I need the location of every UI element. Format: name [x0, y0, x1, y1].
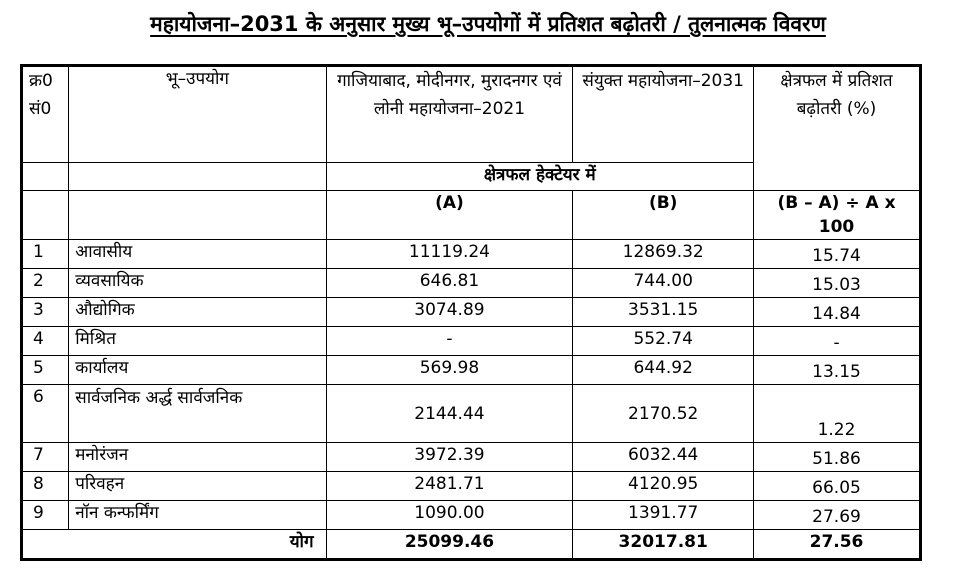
row-area-2021: 2481.71 — [326, 472, 573, 501]
total-percent-increase: 27.56 — [754, 530, 920, 559]
row-area-2031: 12869.32 — [573, 240, 754, 269]
row-sno: 7 — [23, 443, 69, 472]
row-sno: 9 — [23, 501, 69, 530]
row-percent-increase: 1.22 — [754, 385, 920, 443]
table-row — [23, 472, 920, 501]
header-increase: क्षेत्रफल में प्रतिशत बढ़ोतरी (%) — [754, 67, 920, 191]
row-sno: 1 — [23, 240, 69, 269]
row-area-2021: 3972.39 — [326, 443, 573, 472]
row-sno: 5 — [23, 356, 69, 385]
header-formula: (B – A) ÷ A x 100 — [754, 191, 920, 240]
row-percent-increase: 14.84 — [754, 298, 920, 327]
row-area-2021: 3074.89 — [326, 298, 573, 327]
total-area-2021: 25099.46 — [326, 530, 573, 559]
row-landuse: परिवहन — [69, 472, 326, 501]
table-row — [23, 327, 920, 356]
header-col-b: (B) — [573, 191, 754, 240]
table-row — [23, 501, 920, 530]
table-row — [23, 298, 920, 327]
table-row — [23, 240, 920, 269]
total-label: योग — [23, 530, 327, 559]
row-sno: 6 — [23, 385, 69, 443]
row-percent-increase: 15.03 — [754, 269, 920, 298]
header-col-a: (A) — [326, 191, 573, 240]
row-area-2031: 552.74 — [573, 327, 754, 356]
row-area-2031: 6032.44 — [573, 443, 754, 472]
row-landuse: मनोरंजन — [69, 443, 326, 472]
row-percent-increase: 51.86 — [754, 443, 920, 472]
row-area-2021: - — [326, 327, 573, 356]
document-title: महायोजना–2031 के अनुसार मुख्य भू–उपयोगों में प्रतिशत बढ़ोतरी / तुलनात्मक विवरण — [150, 12, 826, 36]
row-area-2021: 646.81 — [326, 269, 573, 298]
header-plan-2031: संयुक्त महायोजना–2031 — [573, 67, 754, 163]
row-landuse: औद्योगिक — [69, 298, 326, 327]
row-percent-increase: 15.74 — [754, 240, 920, 269]
row-landuse: आवासीय — [69, 240, 326, 269]
row-percent-increase: 27.69 — [754, 501, 920, 530]
table-row — [23, 443, 920, 472]
row-percent-increase: - — [754, 327, 920, 356]
row-area-2031: 4120.95 — [573, 472, 754, 501]
row-landuse: सार्वजनिक अर्द्ध सार्वजनिक — [69, 385, 326, 443]
row-landuse: व्यवसायिक — [69, 269, 326, 298]
table-row — [23, 356, 920, 385]
row-area-2021: 11119.24 — [326, 240, 573, 269]
header-sno: क्र0 सं0 — [23, 67, 69, 163]
row-area-2021: 569.98 — [326, 356, 573, 385]
row-area-2021: 2144.44 — [326, 385, 573, 443]
row-area-2031: 644.92 — [573, 356, 754, 385]
table-row — [23, 269, 920, 298]
row-sno: 2 — [23, 269, 69, 298]
row-landuse: नॉन कन्फर्मिंग — [69, 501, 326, 530]
row-area-2031: 3531.15 — [573, 298, 754, 327]
row-area-2031: 1391.77 — [573, 501, 754, 530]
table-row — [23, 385, 920, 443]
row-sno: 8 — [23, 472, 69, 501]
row-sno: 3 — [23, 298, 69, 327]
row-landuse: मिश्रित — [69, 327, 326, 356]
total-row — [23, 530, 920, 559]
header-unit: क्षेत्रफल हेक्टेयर में — [326, 163, 753, 191]
row-area-2021: 1090.00 — [326, 501, 573, 530]
header-plan-2021: गाजियाबाद, मोदीनगर, मुरादनगर एवं लोनी महायोजना–2021 — [326, 67, 573, 163]
land-use-comparison-table — [22, 66, 920, 559]
total-area-2031: 32017.81 — [573, 530, 754, 559]
header-landuse: भू–उपयोग — [69, 67, 326, 163]
row-sno: 4 — [23, 327, 69, 356]
row-area-2031: 744.00 — [573, 269, 754, 298]
row-percent-increase: 13.15 — [754, 356, 920, 385]
row-percent-increase: 66.05 — [754, 472, 920, 501]
row-landuse: कार्यालय — [69, 356, 326, 385]
row-area-2031: 2170.52 — [573, 385, 754, 443]
